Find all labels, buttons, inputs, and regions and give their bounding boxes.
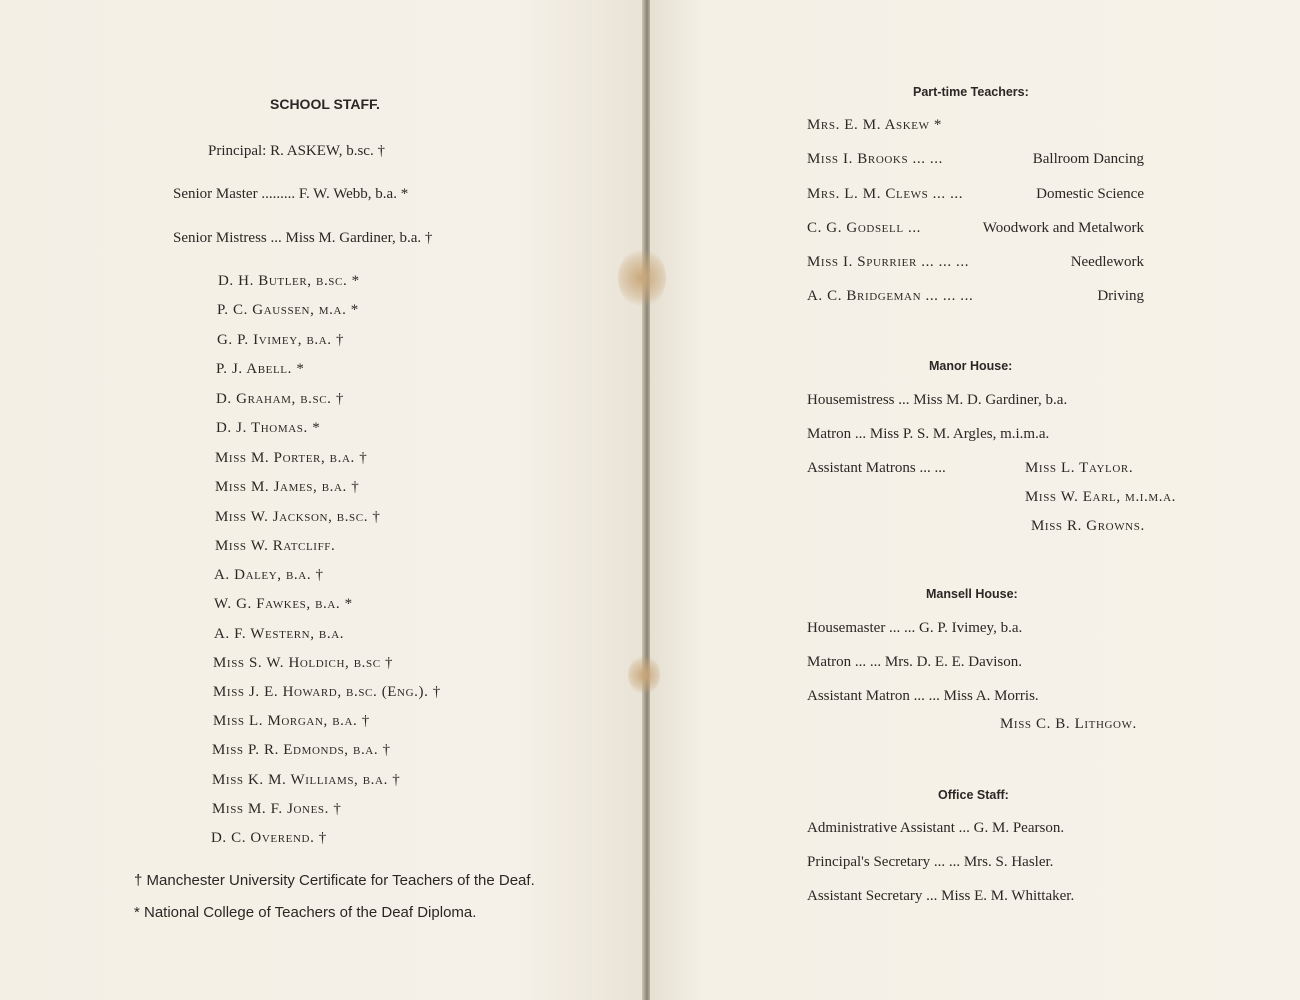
senior-mistress-line: Senior Mistress ... Miss M. Gardiner, b.a. † [173, 230, 433, 246]
footnote-asterisk: * National College of Teachers of the Deaf Diploma. [134, 904, 477, 921]
office-row: Administrative Assistant ... G. M. Pearson. [807, 820, 1065, 836]
mansell-assistant: Assistant Matron ... ... Miss A. Morris. [807, 688, 1039, 704]
teacher-item: Miss M. F. Jones. † [212, 801, 342, 817]
part-time-role: Domestic Science [1036, 186, 1144, 202]
left-page [0, 0, 645, 1000]
teacher-item: Miss S. W. Holdich, b.sc † [213, 655, 394, 671]
teacher-item: P. C. Gaussen, m.a. * [217, 302, 359, 318]
teacher-item: Miss P. R. Edmonds, b.a. † [212, 742, 391, 758]
teacher-item: D. H. Butler, b.sc. * [218, 273, 360, 289]
teacher-item: D. C. Overend. † [211, 830, 327, 846]
principal-line: Principal: R. ASKEW, b.sc. † [208, 143, 385, 159]
manor-assistant-label: Assistant Matrons ... ... [807, 460, 946, 476]
mansell-assistant-2: Miss C. B. Lithgow. [1000, 716, 1137, 732]
page-stain [628, 655, 660, 695]
teacher-item: Miss L. Morgan, b.a. † [213, 713, 370, 729]
part-time-role: Woodwork and Metalwork [982, 220, 1144, 236]
manor-house-heading: Manor House: [929, 359, 1013, 373]
teacher-item: Miss M. James, b.a. † [215, 479, 360, 495]
manor-assistant: Miss L. Taylor. [1025, 460, 1134, 476]
senior-master-line: Senior Master ......... F. W. Webb, b.a. * [173, 186, 409, 202]
part-time-heading: Part-time Teachers: [913, 85, 1029, 99]
teacher-item: Miss M. Porter, b.a. † [215, 450, 368, 466]
office-row: Principal's Secretary ... ... Mrs. S. Hasler. [807, 854, 1054, 870]
part-time-name: Miss I. Brooks ... ... [807, 151, 943, 167]
teacher-item: Miss W. Ratcliff. [215, 538, 336, 554]
teacher-item: G. P. Ivimey, b.a. † [217, 332, 345, 348]
teacher-item: D. J. Thomas. * [216, 420, 321, 436]
part-time-role: Driving [1097, 288, 1144, 304]
office-staff-heading: Office Staff: [938, 788, 1009, 802]
footnote-dagger: † Manchester University Certificate for Teachers of the Deaf. [134, 872, 535, 889]
teacher-item: D. Graham, b.sc. † [216, 391, 344, 407]
mansell-matron: Matron ... ... Mrs. D. E. E. Davison. [807, 654, 1022, 670]
mansell-house-heading: Mansell House: [926, 587, 1018, 601]
teacher-item: P. J. Abell. * [216, 361, 305, 377]
teacher-item: A. F. Western, b.a. [214, 626, 345, 642]
part-time-name: A. C. Bridgeman ... ... ... [807, 288, 974, 304]
part-time-role: Ballroom Dancing [1032, 151, 1144, 167]
teacher-item: Miss J. E. Howard, b.sc. (Eng.). † [213, 684, 441, 700]
part-time-name: Mrs. L. M. Clews ... ... [807, 186, 964, 202]
page-stain [618, 248, 666, 308]
teacher-item: A. Daley, b.a. † [214, 567, 324, 583]
manor-assistant: Miss R. Growns. [1031, 518, 1145, 534]
teacher-item: Miss W. Jackson, b.sc. † [215, 509, 381, 525]
teacher-item: W. G. Fawkes, b.a. * [214, 596, 353, 612]
school-staff-heading: SCHOOL STAFF. [270, 96, 380, 112]
mansell-housemaster: Housemaster ... ... G. P. Ivimey, b.a. [807, 620, 1023, 636]
right-page [650, 0, 1300, 1000]
teacher-item: Miss K. M. Williams, b.a. † [212, 772, 401, 788]
part-time-name: C. G. Godsell ... [807, 220, 922, 236]
manor-assistant: Miss W. Earl, m.i.m.a. [1025, 489, 1177, 505]
office-row: Assistant Secretary ... Miss E. M. Whittaker. [807, 888, 1075, 904]
part-time-role: Needlework [1070, 254, 1144, 270]
manor-housemistress: Housemistress ... Miss M. D. Gardiner, b.a. [807, 392, 1068, 408]
part-time-name: Miss I. Spurrier ... ... ... [807, 254, 970, 270]
manor-matron: Matron ... Miss P. S. M. Argles, m.i.m.a. [807, 426, 1050, 442]
part-time-first: Mrs. E. M. Askew * [807, 117, 943, 133]
